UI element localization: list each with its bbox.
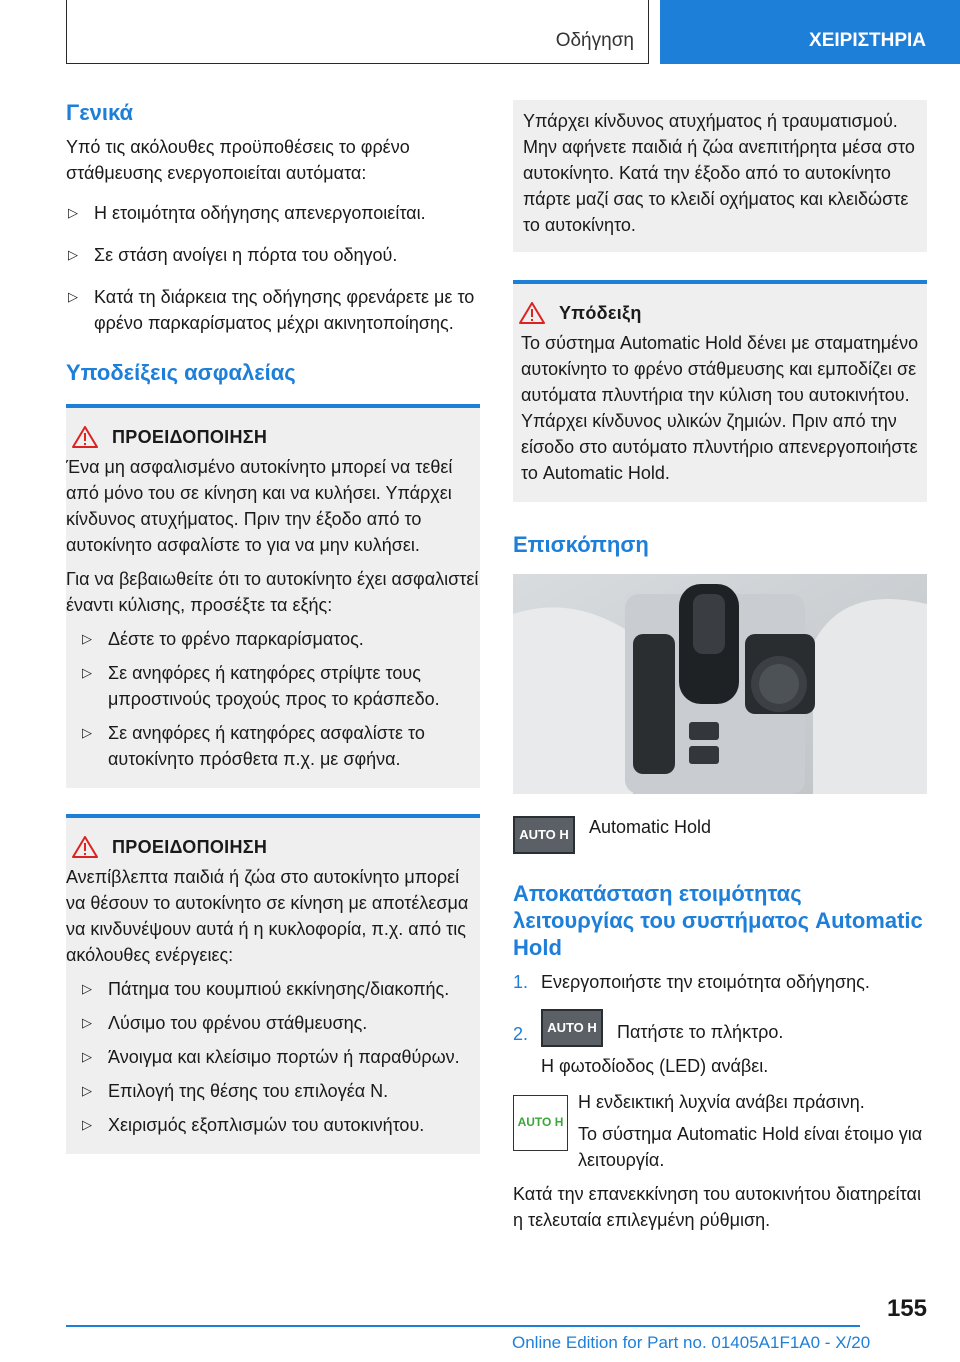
indicator-text: Η ενδεικτική λυχνία ανάβει πράσινη. (577, 1092, 865, 1112)
list-item: ▷ Σε ανηφόρες ή κατηφόρες στρίψτε τους μπροστινούς τροχούς προς το κράσπεδο. (66, 660, 480, 712)
restore-heading: Αποκατάσταση ετοιμότητας λειτουργίας του συστήματος Automatic Hold (513, 881, 923, 960)
warning-text: Για να βεβαιωθείτε ότι το αυτοκίνητο έχει ασφαλιστεί έναντι κύλισης, προσέξτε τα εξής: (66, 569, 479, 615)
warning-box-1 (66, 404, 480, 788)
section-tab: Οδήγηση (66, 0, 649, 64)
hint-box (513, 280, 927, 502)
list-item: ▷ Λύσιμο του φρένου στάθμευσης. (66, 1010, 480, 1036)
list-item: ▷ Σε ανηφόρες ή κατηφόρες ασφαλίστε το αυτοκίνητο πρόσθετα π.χ. με σφήνα. (66, 720, 480, 772)
bullet-triangle-icon: ▷ (82, 981, 92, 996)
list-item: ▷ Χειρισμός εξοπλισμών του αυτοκινήτου. (66, 1112, 480, 1138)
auto-h-indicator-icon: AUTO H (513, 1095, 568, 1151)
list-item: ▷ Δέστε το φρένο παρκαρίσματος. (66, 626, 480, 652)
list-item: ▷ Επιλογή της θέσης του επιλογέα N. (66, 1078, 480, 1104)
bullet-triangle-icon: ▷ (82, 1049, 92, 1064)
overview-heading: Επισκόπηση (513, 532, 649, 557)
list-item: ▷ Σε στάση ανοίγει η πόρτα του οδηγού. (66, 242, 480, 268)
warning-triangle-icon (72, 426, 98, 448)
final-text: Κατά την επανεκκίνηση του αυτοκινήτου διατηρείται η τελευταία επιλεγμένη ρύθμιση. (513, 1184, 921, 1230)
indicator-legend (513, 1089, 927, 1173)
button-caption: Automatic Hold (589, 817, 712, 837)
hint-title: Υπόδειξη (559, 302, 642, 323)
warning-list (66, 976, 480, 1138)
list-item: ▷ Η ετοιμότητα οδήγησης απενεργοποιείται. (66, 200, 480, 226)
bullet-triangle-icon: ▷ (82, 1083, 92, 1098)
indicator-text: Το σύστημα Automatic Hold είναι έτοιμο για λειτουργία. (577, 1124, 923, 1170)
general-heading: Γενικά (66, 100, 134, 125)
button-legend (513, 816, 927, 854)
chapter-tab: ΧΕΙΡΙΣΤΗΡΙΑ (660, 0, 960, 64)
warning-text: Ένα μη ασφαλισμένο αυτοκίνητο μπορεί να τεθεί από μόνο του σε κίνηση και να κυλήσει. Υπάρχει κίνδυνος ατυχήματος. Πριν την έξοδο από το αυτοκίνητο ασφαλίστε το για να μην κυλήσει. (66, 457, 453, 555)
step-item (513, 1009, 927, 1047)
list-item: ▷ Άνοιγμα και κλείσιμο πορτών ή παραθύρων. (66, 1044, 480, 1070)
page-header (0, 0, 960, 66)
bullet-triangle-icon: ▷ (68, 289, 78, 304)
page-number: 155 (886, 1295, 927, 1322)
console-photo (513, 574, 927, 794)
warning-header (66, 426, 480, 448)
bullet-triangle-icon: ▷ (82, 1015, 92, 1030)
bullet-triangle-icon: ▷ (68, 247, 78, 262)
warning-list (66, 626, 480, 772)
auto-h-button-icon: AUTO H (541, 1009, 603, 1047)
safety-heading: Υποδείξεις ασφαλείας (66, 360, 296, 385)
bullet-triangle-icon: ▷ (82, 725, 92, 740)
step-text: Ενεργοποιήστε την ετοιμότητα οδήγησης. (541, 972, 870, 992)
led-text: Η φωτοδίοδος (LED) ανάβει. (541, 1056, 769, 1076)
general-intro: Υπό τις ακόλουθες προϋποθέσεις το φρένο στάθμευσης ενεργοποιείται αυτόματα: (66, 137, 410, 183)
step-number: 1. (513, 972, 529, 992)
steps-list (513, 969, 927, 1047)
warning-title: ΠΡΟΕΙΔΟΠΟΙΗΣΗ (112, 836, 268, 857)
auto-h-button-icon: AUTO H (513, 816, 575, 854)
step-item (513, 969, 927, 995)
bullet-triangle-icon: ▷ (82, 1117, 92, 1132)
warning-title: ΠΡΟΕΙΔΟΠΟΙΗΣΗ (112, 426, 268, 447)
warning-triangle-icon (519, 302, 545, 324)
warning-triangle-icon (72, 836, 98, 858)
footer-divider (66, 1325, 860, 1327)
warning-box-2 (66, 814, 480, 1154)
warning-continuation-text: Υπάρχει κίνδυνος ατυχήματος ή τραυματισμού. Μην αφήνετε παιδιά ή ζώα ανεπιτήρητα μέσα στο αυτοκίνητο. Κατά την έξοδο από το αυτοκίνητο πάρτε μαζί σας το κλειδί οχήματος και κλειδώστε το αυτοκίνητο. (523, 111, 915, 235)
warning-continuation-box (513, 100, 927, 252)
left-column (66, 100, 480, 1154)
bullet-triangle-icon: ▷ (82, 631, 92, 646)
warning-text: Ανεπίβλεπτα παιδιά ή ζώα στο αυτοκίνητο μπορεί να θέσουν το αυτοκίνητο σε κίνηση με αποτέλεσμα να κινδυνέψουν αυτά ή η κυκλοφορία, π.χ. από τις ακόλουθες ενέργειες: (66, 867, 469, 965)
bullet-triangle-icon: ▷ (68, 205, 78, 220)
right-column (513, 100, 927, 1233)
hint-header (513, 302, 927, 324)
warning-header (66, 836, 480, 858)
step-number: 2. (513, 1024, 529, 1044)
general-list (66, 200, 480, 336)
step-text: Πατήστε το πλήκτρο. (617, 1022, 784, 1042)
list-item: ▷ Πάτημα του κουμπιού εκκίνησης/διακοπής. (66, 976, 480, 1002)
list-item: ▷ Κατά τη διάρκεια της οδήγησης φρενάρετε με το φρένο παρκαρίσματος μέχρι ακινητοποίησης. (66, 284, 480, 336)
bullet-triangle-icon: ▷ (82, 665, 92, 680)
footer-edition: Online Edition for Part no. 01405A1F1A0 - X/20 (512, 1333, 871, 1352)
hint-text: Το σύστημα Automatic Hold δένει με σταματημένο αυτοκίνητο το φρένο στάθμευσης και εμποδίζει σε αυτόματα πλυντήρια την κύλιση του αυτοκινήτου. Υπάρχει κίνδυνος υλικών ζημιών. Πριν από την είσοδο στο αυτόματο πλυντήριο απενεργοποιήστε το Automatic Hold. (521, 333, 919, 483)
